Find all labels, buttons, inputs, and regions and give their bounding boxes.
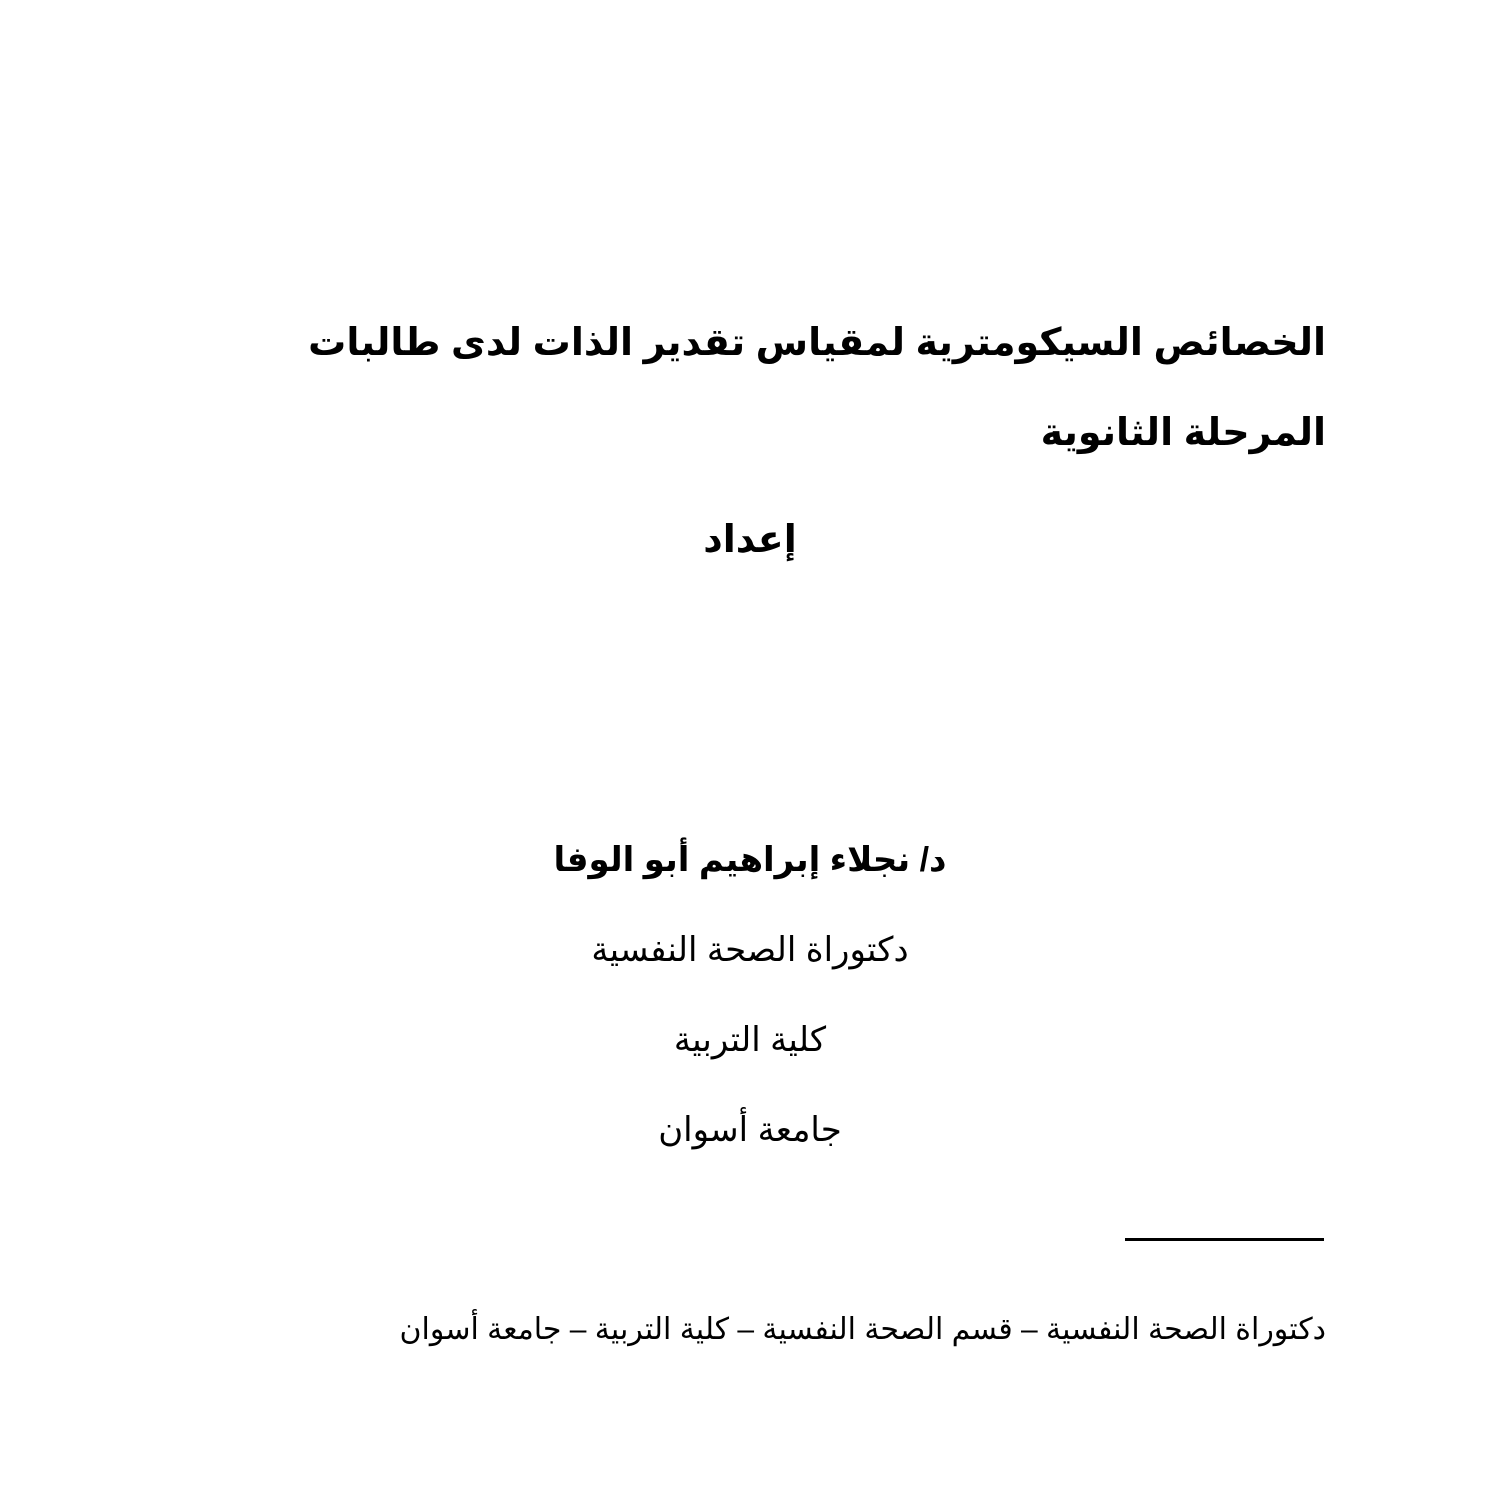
document-title: الخصائص السيكومترية لمقياس تقدير الذات لدى طالبات المرحلة الثانوية <box>308 322 1326 454</box>
author-faculty: كلية التربية <box>673 1021 827 1059</box>
footnote-separator <box>1125 1238 1324 1241</box>
prepared-by-label: إعداد <box>703 519 797 561</box>
author-name: د/ نجلاء إبراهيم أبو الوفا <box>553 841 947 879</box>
footnote-text: دكتوراة الصحة النفسية – قسم الصحة النفسية – كلية التربية – جامعة أسوان <box>399 1313 1326 1346</box>
author-university: جامعة أسوان <box>658 1111 842 1149</box>
author-block <box>0 832 1500 1192</box>
author-degree: دكتوراة الصحة النفسية <box>591 931 909 969</box>
